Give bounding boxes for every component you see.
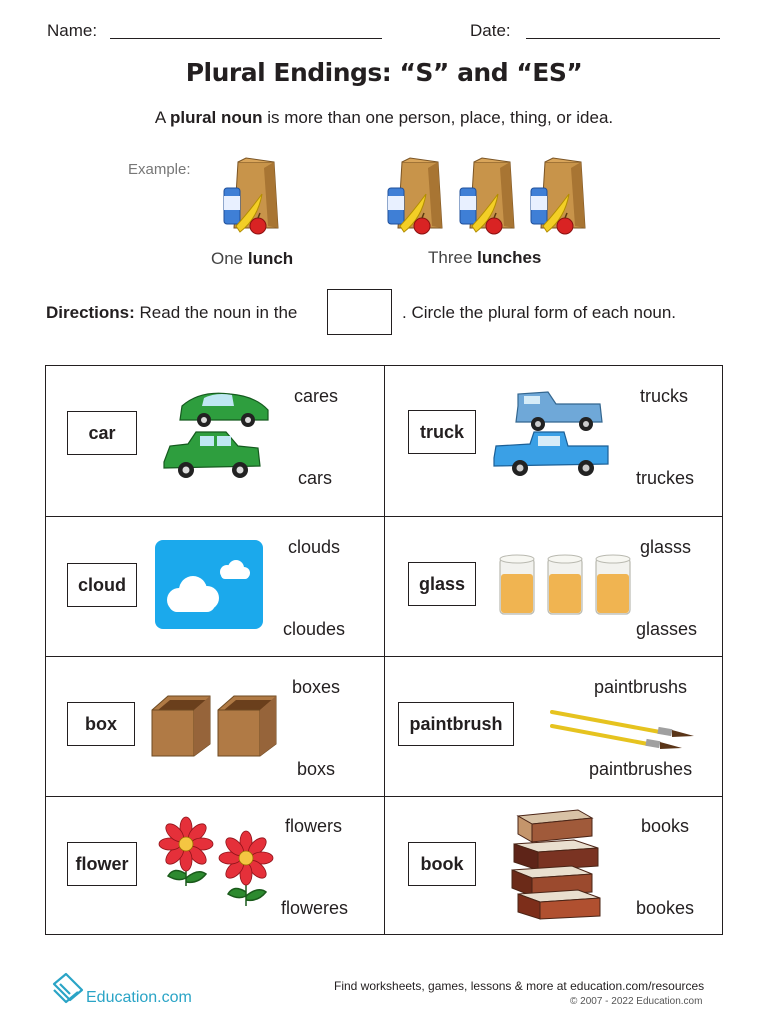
- footer-copyright: © 2007 - 2022 Education.com: [570, 996, 703, 1007]
- option-car-top[interactable]: cares: [294, 386, 339, 406]
- page-title: Plural Endings: “S” and “ES”: [185, 58, 583, 87]
- glass-icon: [496, 552, 636, 618]
- truck-icon: [490, 384, 615, 494]
- date-label: Date:: [470, 21, 511, 40]
- option-flower-bottom[interactable]: floweres: [281, 898, 349, 918]
- footer-tagline[interactable]: Find worksheets, games, lessons & more at education.com/resources: [334, 979, 705, 993]
- noun-box-car: car: [67, 411, 137, 455]
- directions-text-after: . Circle the plural form of each noun.: [402, 303, 677, 322]
- three-lunches-caption: Three lunches: [428, 248, 542, 267]
- lunch-illustrations: [0, 0, 768, 300]
- noun-box-cloud: cloud: [67, 563, 137, 607]
- option-paintbrush-bottom[interactable]: paintbrushes: [589, 759, 693, 779]
- option-book-top[interactable]: books: [641, 816, 690, 836]
- option-box-bottom[interactable]: boxs: [297, 759, 336, 779]
- noun-box-truck: truck: [408, 410, 476, 454]
- option-glass-top[interactable]: glasss: [640, 537, 692, 557]
- flower-icon: [156, 816, 280, 912]
- option-book-bottom[interactable]: bookes: [636, 898, 695, 918]
- car-icon: [160, 384, 280, 494]
- option-car-bottom[interactable]: cars: [298, 468, 333, 488]
- noun-box-paintbrush: paintbrush: [398, 702, 514, 746]
- option-paintbrush-top[interactable]: paintbrushs: [594, 677, 688, 697]
- grid-divider: [45, 656, 723, 657]
- option-truck-bottom[interactable]: truckes: [636, 468, 695, 488]
- lunch-bag-icon: [531, 158, 585, 234]
- paintbrush-icon: [548, 706, 698, 752]
- lunch-bag-icon: [460, 158, 514, 234]
- name-label: Name:: [47, 21, 98, 40]
- option-truck-top[interactable]: trucks: [640, 386, 689, 406]
- lunch-bag-icon: [388, 158, 442, 234]
- noun-box-box: box: [67, 702, 135, 746]
- noun-box-sample: [327, 289, 392, 335]
- education-logo-icon: [50, 970, 86, 1006]
- education-logo-text[interactable]: Education.com: [86, 989, 192, 1006]
- grid-divider: [384, 365, 385, 935]
- book-icon: [508, 808, 604, 920]
- directions-text: Directions: Read the noun in the: [46, 303, 298, 322]
- option-glass-bottom[interactable]: glasses: [636, 619, 698, 639]
- cloud-icon: [155, 540, 265, 630]
- one-lunch-caption: One lunch: [211, 249, 294, 268]
- lunch-bag-icon: [224, 158, 278, 234]
- grid-divider: [45, 516, 723, 517]
- intro-text: A plural noun is more than one person, place, thing, or idea.: [154, 108, 614, 127]
- noun-box-flower: flower: [67, 842, 137, 886]
- option-cloud-top[interactable]: clouds: [288, 537, 341, 557]
- box-icon: [148, 694, 280, 758]
- noun-box-glass: glass: [408, 562, 476, 606]
- option-box-top[interactable]: boxes: [292, 677, 341, 697]
- noun-box-book: book: [408, 842, 476, 886]
- option-flower-top[interactable]: flowers: [285, 816, 343, 836]
- example-label: Example:: [128, 161, 191, 178]
- option-cloud-bottom[interactable]: cloudes: [283, 619, 346, 639]
- grid-divider: [45, 796, 723, 797]
